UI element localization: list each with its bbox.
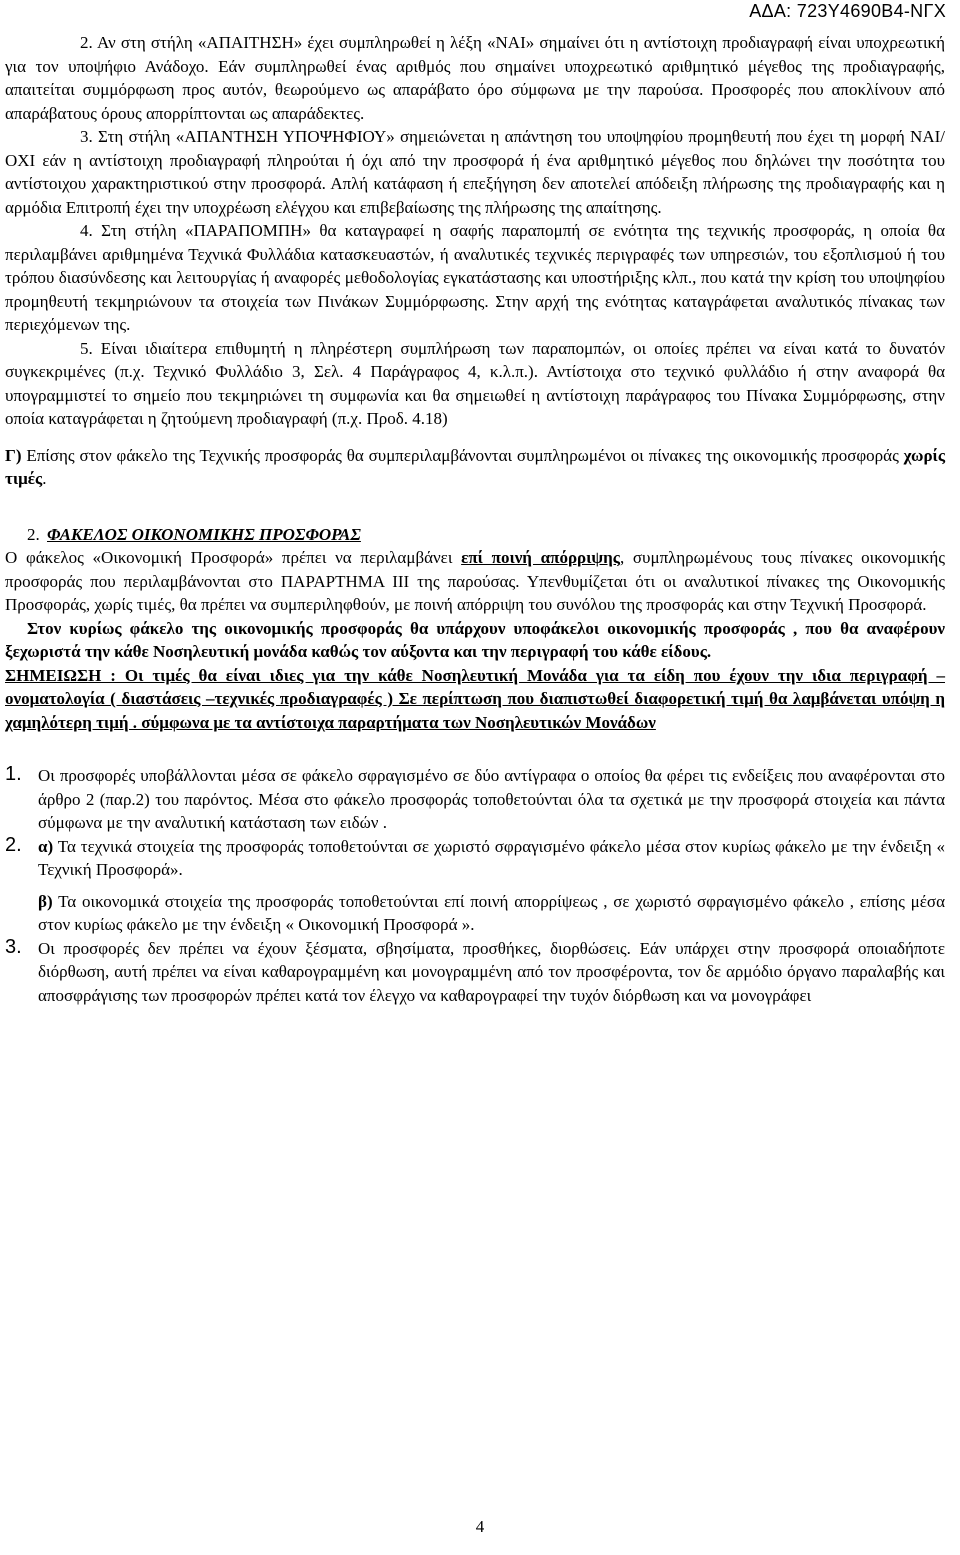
section-2-heading [5, 523, 945, 547]
section-g-letter: Γ) [5, 445, 22, 465]
paragraph-3: 3. Στη στήλη «ΑΠΑΝΤΗΣΗ ΥΠΟΨΗΦΙΟΥ» σημειώνεται η απάντηση του υποψηφίου προμηθευτή που έχει τη μορφή ΝΑΙ/ΟΧΙ εάν η αντίστοιχη προδιαγραφή πληρούται ή όχι από την προσφορά ή ένα αριθμητικό μέγεθος που δηλώνει την ποσότητα του αντίστοιχου χαρακτηριστικού στην προσφορά. Απλή κατάφαση ή επεξήγηση δεν αποτελεί απόδειξη πλήρωσης της προδιαγραφής και η αρμόδια Επιτροπή έχει την υποχρέωση ελέγχου και επιβεβαίωσης της πλήρωσης της απαίτησης. [5, 127, 945, 217]
list-item-text: Οι προσφορές δεν πρέπει να έχουν ξέσματα, σβησίματα, προσθήκες, διορθώσεις. Εάν υπάρχει στην προσφορά οποιαδήποτε διόρθωση, αυτή πρέπει να είναι καθαρογραμμένη και μονογραμμένη από τον προσφέροντα, τον δε αρμόδιο όργανο παραλαβής και αποσφράγισης των προσφορών πρέπει κατά τον έλεγχο να καθαρογραφεί την τυχόν διόρθωση και να μονογράφει [38, 938, 945, 1005]
list-sub-label: α) [38, 836, 54, 856]
paragraph-5: 5. Είναι ιδιαίτερα επιθυμητή η πληρέστερη συμπλήρωση των παραπομπών, οι οποίες πρέπει να είναι κατά το δυνατόν συγκεκριμένες (π.χ. Τεχνικό Φυλλάδιο 3, Σελ. 4 Παράγραφος 4, κ.λ.π.). Αντίστοιχα στο τεχνικό φυλλάδιο ή στην αναφορά θα υπογραμμιστεί το σημείο που τεκμηριώνει τη συμφωνία και θα σημειωθεί η αντίστοιχη παράγραφος του Πίνακα Συμμόρφωσης, στην οποία καταγράφεται η ζητούμενη προδιαγραφή (π.χ. Προδ. 4.18) [5, 338, 945, 428]
list-sub-text: Τα οικονομικά στοιχεία της προσφοράς τοποθετούνται επί ποινή απορρίψεως , σε χωριστό σφραγισμένο φάκελο , επίσης μέσα στον κυρίως φάκελο με την ένδειξη « Οικονομική Προσφορά ». [38, 891, 945, 934]
paragraph-4: 4. Στη στήλη «ΠΑΡΑΠΟΜΠΗ» θα καταγραφεί η σαφής παραπομπή σε ενότητα της τεχνικής προσφοράς, η οποία θα περιλαμβάνει αριθμημένα Τεχνικά Φυλλάδια κατασκευαστών, ή αναλυτικές τεχνικές περιγραφές των υπηρεσιών, του εξοπλισμού ή του τρόπου διασύνδεσης και λειτουργίας ή αναφορές μεθοδολογίας εγκατάστασης και υποστήριξης κλπ., που κατά την κρίση του υποψηφίου προμηθευτή τεκμηριώνουν τα στοιχεία των Πινάκων Συμμόρφωσης. Στην αρχή της ενότητας καταγράφεται αναλυτικός πίνακας των περιεχόμενων της. [5, 221, 945, 334]
list-marker: 1. [5, 763, 22, 785]
list-item [5, 835, 945, 882]
section-2-intro-bold: επί ποινή απόρριψης [461, 548, 620, 567]
section-g-paragraph [5, 444, 945, 491]
section-g-text: Επίσης στον φάκελο της Τεχνικής προσφοράς θα συμπεριλαμβάνονται συμπληρωμένοι οι πίνακες της οικονομικής προσφοράς [21, 445, 904, 465]
list-sub-text: Τα τεχνικά στοιχεία της προσφοράς τοποθετούνται σε χωριστό σφραγισμένο φάκελο μέσα στον κυρίως φάκελο με την ένδειξη « Τεχνική Προσφορά». [38, 836, 945, 879]
ada-code: ΑΔΑ: 723Υ4690Β4-ΝΓΧ [749, 1, 946, 21]
section-2-intro-a: Ο φάκελος «Οικονομική Προσφορά» πρέπει να περιλαμβάνει [5, 548, 462, 567]
list-marker: 3. [5, 935, 22, 958]
document-body [5, 31, 945, 1007]
list-sub-label: β) [38, 891, 53, 911]
list-marker: 2. [5, 833, 22, 856]
section-2-title: ΦΑΚΕΛΟΣ ΟΙΚΟΝΟΜΙΚΗΣ ΠΡΟΣΦΟΡΑΣ [47, 524, 361, 544]
list-item-text: Οι προσφορές υποβάλλονται μέσα σε φάκελο σφραγισμένο σε δύο αντίγραφα ο οποίος θα φέρει τις ενδείξεις που αναφέρονται στο άρθρο 2 (παρ.2) του παρόντος. Μέσα στο φάκελο προσφοράς τοποθετούνται όλα τα σχετικά με την προσφορά στοιχεία και πάντα σύμφωνα με την αναλυτική κατάσταση των ειδών . [38, 766, 945, 832]
paragraph-2: 2. Αν στη στήλη «ΑΠΑΙΤΗΣΗ» έχει συμπληρωθεί η λέξη «ΝΑΙ» σημαίνει ότι η αντίστοιχη προδιαγραφή είναι υποχρεωτική για τον υποψήφιο Ανάδοχο. Εάν συμπληρωθεί ένας αριθμός που σημαίνει υποχρεωτικό αριθμητικό μέγεθος της προδιαγραφής, απαιτείται συμμόρφωση προς αυτόν, θεωρούμενο ως απαράβατο όρο σύμφωνα με την παρούσα. Προσφορές που αποκλίνουν από απαράβατους όρους απορρίπτονται ως απαράδεκτες. [5, 33, 945, 123]
list-item [5, 890, 945, 937]
section-2-note: ΣΗΜΕΙΩΣΗ : Οι τιμές θα είναι ιδιες για την κάθε Νοσηλευτική Μονάδα για τα είδη που έχουν την ιδια περιγραφή – ονοματολογία ( διαστάσεις –τεχνικές προδιαγραφές ) Σε περίπτωση που διαπιστωθεί διαφορετική τιμή θα λαμβάνεται υπόψη η χαμηλότερη τιμή . σύμφωνα με τα αντίστοιχα παραρτήματα των Νοσηλευτικών Μονάδων [5, 665, 945, 732]
section-g-end: . [42, 469, 47, 488]
section-2-number: 2. [27, 524, 40, 544]
list-item [5, 764, 945, 835]
requirements-list [5, 764, 945, 1007]
section-2-intro [5, 546, 945, 617]
page-number: 4 [475, 1517, 485, 1536]
section-2-intro-b: , συμπληρωμένους τους πίνακες οικονομικής προσφοράς που περιλαμβάνονται στο ΠΑΡΑΡΤΗΜΑ ΙΙΙ της παρούσας. Υπενθυμίζεται ότι οι αναλυτικοί πίνακες της Οικονομικής Προσφοράς, χωρίς τιμές, θα πρέπει να συμπεριληφθούν, με ποινή απόρριψη του συνόλου της προσφοράς και στην Τεχνική Προσφορά. [5, 548, 945, 614]
list-item [5, 937, 945, 1008]
section-2-bold-paragraph: Στον κυρίως φάκελο της οικονομικής προσφοράς θα υπάρχουν υποφάκελοι οικονομικής προσφοράς , που θα αναφέρουν ξεχωριστά την κάθε Νοσηλευτική μονάδα καθώς τον αύξοντα και την περιγραφή του κάθε είδους. [5, 618, 945, 661]
section-g-bold: χωρίς τιμές [5, 445, 945, 488]
